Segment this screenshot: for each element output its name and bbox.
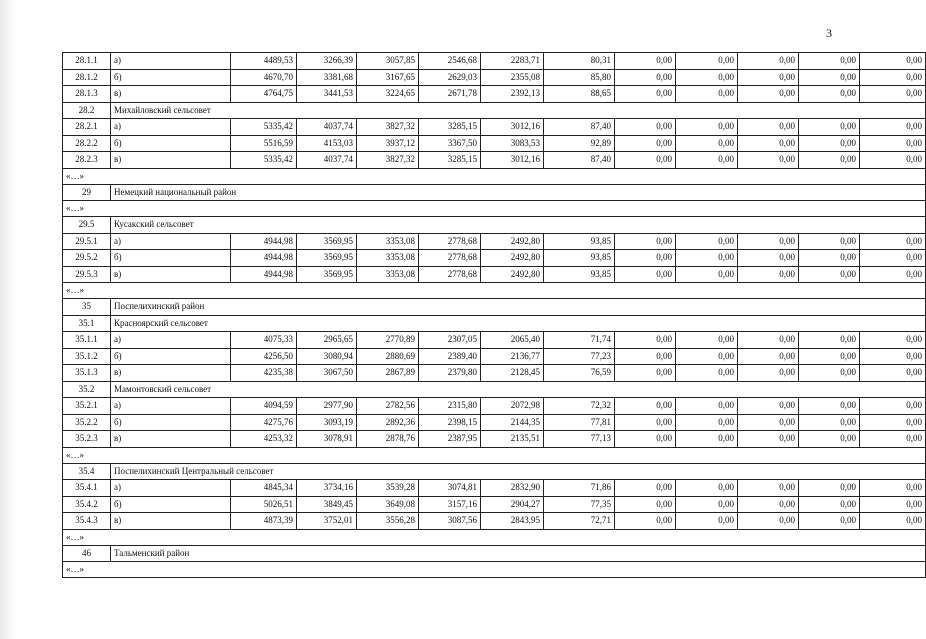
value-cell: 0,00	[615, 513, 676, 530]
section-name: Немецкий национальный район	[111, 184, 926, 201]
value-cell: 0,00	[799, 152, 860, 169]
value-cell: 0,00	[615, 332, 676, 349]
value-cell: 3167,65	[357, 69, 419, 86]
value-cell: 0,00	[738, 365, 799, 382]
row-variant: а)	[111, 233, 231, 250]
row-variant: в)	[111, 513, 231, 530]
value-cell: 0,00	[615, 233, 676, 250]
value-cell: 0,00	[676, 266, 738, 283]
value-cell: 2546,68	[419, 53, 481, 70]
value-cell: 77,35	[544, 496, 615, 513]
value-cell: 3083,53	[481, 135, 544, 152]
value-cell: 4670,70	[231, 69, 297, 86]
row-variant: б)	[111, 250, 231, 267]
value-cell: 0,00	[615, 250, 676, 267]
omission-row	[63, 283, 926, 299]
row-code: 35.2.1	[63, 398, 111, 415]
value-cell: 0,00	[860, 513, 926, 530]
value-cell: 3266,39	[297, 53, 357, 70]
value-cell: 0,00	[799, 53, 860, 70]
row-code: 35.4.3	[63, 513, 111, 530]
value-cell: 4275,76	[231, 414, 297, 431]
value-cell: 3569,95	[297, 266, 357, 283]
section-name: Мамонтовский сельсовет	[111, 381, 926, 398]
value-cell: 3569,95	[297, 250, 357, 267]
value-cell: 3353,08	[357, 266, 419, 283]
value-cell: 3649,08	[357, 496, 419, 513]
value-cell: 0,00	[860, 69, 926, 86]
value-cell: 0,00	[738, 332, 799, 349]
value-cell: 0,00	[738, 86, 799, 103]
value-cell: 4037,74	[297, 119, 357, 136]
value-cell: 0,00	[860, 365, 926, 382]
section-name: Красноярский сельсовет	[111, 315, 926, 332]
omission-marker: «…»	[63, 201, 926, 217]
value-cell: 2128,45	[481, 365, 544, 382]
value-cell: 72,71	[544, 513, 615, 530]
value-cell: 0,00	[615, 480, 676, 497]
section-row	[63, 102, 926, 119]
value-cell: 2392,13	[481, 86, 544, 103]
section-code: 29	[63, 184, 111, 201]
value-cell: 3093,19	[297, 414, 357, 431]
value-cell: 2144,35	[481, 414, 544, 431]
value-cell: 0,00	[860, 119, 926, 136]
section-row	[63, 184, 926, 201]
value-cell: 0,00	[615, 398, 676, 415]
row-code: 28.1.2	[63, 69, 111, 86]
value-cell: 0,00	[676, 250, 738, 267]
value-cell: 2492,80	[481, 233, 544, 250]
value-cell: 72,32	[544, 398, 615, 415]
section-row	[63, 381, 926, 398]
value-cell: 0,00	[738, 398, 799, 415]
value-cell: 2892,36	[357, 414, 419, 431]
table-row	[63, 480, 926, 497]
value-cell: 3539,28	[357, 480, 419, 497]
row-variant: в)	[111, 152, 231, 169]
table-row	[63, 365, 926, 382]
row-code: 28.1.3	[63, 86, 111, 103]
value-cell: 85,80	[544, 69, 615, 86]
value-cell: 0,00	[860, 250, 926, 267]
row-variant: в)	[111, 431, 231, 448]
value-cell: 0,00	[676, 480, 738, 497]
row-code: 35.2.3	[63, 431, 111, 448]
value-cell: 0,00	[860, 332, 926, 349]
value-cell: 0,00	[738, 431, 799, 448]
value-cell: 2832,90	[481, 480, 544, 497]
value-cell: 3074,81	[419, 480, 481, 497]
section-name: Поспелихинский район	[111, 299, 926, 316]
table-row	[63, 86, 926, 103]
value-cell: 0,00	[738, 348, 799, 365]
value-cell: 93,85	[544, 250, 615, 267]
row-code: 28.2.3	[63, 152, 111, 169]
value-cell: 76,59	[544, 365, 615, 382]
row-code: 35.4.2	[63, 496, 111, 513]
value-cell: 93,85	[544, 233, 615, 250]
value-cell: 0,00	[860, 135, 926, 152]
value-cell: 3937,12	[357, 135, 419, 152]
value-cell: 0,00	[676, 119, 738, 136]
value-cell: 0,00	[799, 365, 860, 382]
section-code: 28.2	[63, 102, 111, 119]
value-cell: 0,00	[676, 398, 738, 415]
value-cell: 2387,95	[419, 431, 481, 448]
row-code: 28.1.1	[63, 53, 111, 70]
value-cell: 2782,56	[357, 398, 419, 415]
table-row	[63, 332, 926, 349]
table-row	[63, 348, 926, 365]
value-cell: 2398,15	[419, 414, 481, 431]
section-row	[63, 315, 926, 332]
value-cell: 0,00	[615, 69, 676, 86]
value-cell: 0,00	[615, 119, 676, 136]
value-cell: 4153,03	[297, 135, 357, 152]
value-cell: 2778,68	[419, 266, 481, 283]
value-cell: 0,00	[799, 332, 860, 349]
omission-marker: «…»	[63, 168, 926, 184]
value-cell: 3057,85	[357, 53, 419, 70]
value-cell: 0,00	[615, 365, 676, 382]
value-cell: 77,81	[544, 414, 615, 431]
value-cell: 0,00	[676, 365, 738, 382]
value-cell: 0,00	[860, 496, 926, 513]
value-cell: 3285,15	[419, 119, 481, 136]
value-cell: 77,13	[544, 431, 615, 448]
section-code: 35.1	[63, 315, 111, 332]
section-code: 35	[63, 299, 111, 316]
value-cell: 0,00	[676, 513, 738, 530]
row-variant: а)	[111, 332, 231, 349]
section-name: Кусакский сельсовет	[111, 217, 926, 234]
table-row	[63, 431, 926, 448]
value-cell: 2355,08	[481, 69, 544, 86]
row-variant: в)	[111, 86, 231, 103]
value-cell: 0,00	[799, 86, 860, 103]
value-cell: 3078,91	[297, 431, 357, 448]
row-variant: б)	[111, 135, 231, 152]
table-row	[63, 152, 926, 169]
value-cell: 0,00	[860, 266, 926, 283]
value-cell: 4845,34	[231, 480, 297, 497]
table-row	[63, 69, 926, 86]
row-code: 29.5.3	[63, 266, 111, 283]
value-cell: 0,00	[738, 266, 799, 283]
value-cell: 0,00	[799, 496, 860, 513]
value-cell: 0,00	[799, 480, 860, 497]
value-cell: 2778,68	[419, 250, 481, 267]
row-variant: а)	[111, 480, 231, 497]
omission-row	[63, 447, 926, 463]
value-cell: 4253,32	[231, 431, 297, 448]
value-cell: 3353,08	[357, 250, 419, 267]
value-cell: 2629,03	[419, 69, 481, 86]
value-cell: 0,00	[738, 119, 799, 136]
table-row	[63, 53, 926, 70]
value-cell: 0,00	[676, 496, 738, 513]
value-cell: 0,00	[676, 53, 738, 70]
value-cell: 4944,98	[231, 233, 297, 250]
value-cell: 4873,39	[231, 513, 297, 530]
section-code: 35.4	[63, 463, 111, 480]
value-cell: 0,00	[676, 152, 738, 169]
value-cell: 0,00	[676, 69, 738, 86]
row-variant: а)	[111, 398, 231, 415]
value-cell: 3067,50	[297, 365, 357, 382]
value-cell: 4037,74	[297, 152, 357, 169]
value-cell: 0,00	[738, 69, 799, 86]
value-cell: 0,00	[799, 119, 860, 136]
value-cell: 0,00	[738, 233, 799, 250]
section-row	[63, 217, 926, 234]
value-cell: 3080,94	[297, 348, 357, 365]
value-cell: 87,40	[544, 152, 615, 169]
value-cell: 2307,05	[419, 332, 481, 349]
value-cell: 93,85	[544, 266, 615, 283]
value-cell: 0,00	[799, 513, 860, 530]
value-cell: 2492,80	[481, 250, 544, 267]
omission-marker: «…»	[63, 529, 926, 545]
value-cell: 3827,32	[357, 152, 419, 169]
value-cell: 0,00	[799, 69, 860, 86]
section-code: 35.2	[63, 381, 111, 398]
value-cell: 80,31	[544, 53, 615, 70]
value-cell: 3849,45	[297, 496, 357, 513]
row-code: 28.2.1	[63, 119, 111, 136]
value-cell: 0,00	[860, 480, 926, 497]
table-row	[63, 414, 926, 431]
section-name: Поспелихинский Центральный сельсовет	[111, 463, 926, 480]
value-cell: 2880,69	[357, 348, 419, 365]
omission-marker: «…»	[63, 283, 926, 299]
row-code: 35.2.2	[63, 414, 111, 431]
value-cell: 2878,76	[357, 431, 419, 448]
value-cell: 0,00	[799, 135, 860, 152]
section-name: Михайловский сельсовет	[111, 102, 926, 119]
value-cell: 0,00	[860, 233, 926, 250]
omission-marker: «…»	[63, 447, 926, 463]
value-cell: 2904,27	[481, 496, 544, 513]
row-code: 28.2.2	[63, 135, 111, 152]
table-row	[63, 266, 926, 283]
row-code: 35.1.3	[63, 365, 111, 382]
value-cell: 0,00	[738, 53, 799, 70]
value-cell: 2379,80	[419, 365, 481, 382]
value-cell: 4256,50	[231, 348, 297, 365]
value-cell: 0,00	[860, 348, 926, 365]
value-cell: 2965,65	[297, 332, 357, 349]
value-cell: 2867,89	[357, 365, 419, 382]
row-variant: в)	[111, 266, 231, 283]
value-cell: 0,00	[615, 496, 676, 513]
row-variant: а)	[111, 119, 231, 136]
value-cell: 3569,95	[297, 233, 357, 250]
value-cell: 3367,50	[419, 135, 481, 152]
value-cell: 0,00	[799, 398, 860, 415]
omission-row	[63, 529, 926, 545]
row-code: 29.5.1	[63, 233, 111, 250]
value-cell: 2492,80	[481, 266, 544, 283]
value-cell: 2065,40	[481, 332, 544, 349]
value-cell: 3827,32	[357, 119, 419, 136]
value-cell: 0,00	[676, 233, 738, 250]
value-cell: 2671,78	[419, 86, 481, 103]
value-cell: 3224,65	[357, 86, 419, 103]
value-cell: 4235,38	[231, 365, 297, 382]
value-cell: 0,00	[799, 250, 860, 267]
table-row	[63, 513, 926, 530]
row-variant: б)	[111, 69, 231, 86]
row-variant: б)	[111, 414, 231, 431]
value-cell: 0,00	[676, 86, 738, 103]
value-cell: 4489,53	[231, 53, 297, 70]
section-row	[63, 463, 926, 480]
value-cell: 0,00	[738, 496, 799, 513]
value-cell: 2135,51	[481, 431, 544, 448]
value-cell: 2072,98	[481, 398, 544, 415]
value-cell: 71,86	[544, 480, 615, 497]
value-cell: 87,40	[544, 119, 615, 136]
value-cell: 0,00	[799, 348, 860, 365]
value-cell: 0,00	[860, 152, 926, 169]
row-code: 29.5.2	[63, 250, 111, 267]
value-cell: 2977,90	[297, 398, 357, 415]
value-cell: 0,00	[799, 266, 860, 283]
value-cell: 0,00	[799, 431, 860, 448]
value-cell: 0,00	[615, 53, 676, 70]
value-cell: 2136,77	[481, 348, 544, 365]
value-cell: 4094,59	[231, 398, 297, 415]
value-cell: 3353,08	[357, 233, 419, 250]
omission-marker: «…»	[63, 562, 926, 578]
value-cell: 0,00	[738, 480, 799, 497]
section-row	[63, 299, 926, 316]
row-code: 35.1.1	[63, 332, 111, 349]
value-cell: 3012,16	[481, 119, 544, 136]
value-cell: 3285,15	[419, 152, 481, 169]
value-cell: 0,00	[615, 348, 676, 365]
value-cell: 3734,16	[297, 480, 357, 497]
value-cell: 0,00	[676, 135, 738, 152]
value-cell: 0,00	[676, 332, 738, 349]
value-cell: 0,00	[860, 398, 926, 415]
value-cell: 0,00	[738, 152, 799, 169]
value-cell: 3012,16	[481, 152, 544, 169]
value-cell: 0,00	[615, 135, 676, 152]
value-cell: 0,00	[860, 414, 926, 431]
value-cell: 3556,28	[357, 513, 419, 530]
value-cell: 0,00	[615, 414, 676, 431]
value-cell: 2770,89	[357, 332, 419, 349]
value-cell: 0,00	[738, 250, 799, 267]
value-cell: 3087,56	[419, 513, 481, 530]
omission-row	[63, 201, 926, 217]
value-cell: 0,00	[615, 86, 676, 103]
table-row	[63, 233, 926, 250]
value-cell: 88,65	[544, 86, 615, 103]
value-cell: 3381,68	[297, 69, 357, 86]
value-cell: 4944,98	[231, 266, 297, 283]
value-cell: 4944,98	[231, 250, 297, 267]
value-cell: 0,00	[676, 431, 738, 448]
value-cell: 2778,68	[419, 233, 481, 250]
value-cell: 2843,95	[481, 513, 544, 530]
value-cell: 5026,51	[231, 496, 297, 513]
tariff-table	[62, 52, 926, 578]
value-cell: 0,00	[615, 266, 676, 283]
value-cell: 3752,01	[297, 513, 357, 530]
value-cell: 4075,33	[231, 332, 297, 349]
value-cell: 0,00	[615, 431, 676, 448]
value-cell: 0,00	[738, 414, 799, 431]
row-variant: б)	[111, 348, 231, 365]
value-cell: 3441,53	[297, 86, 357, 103]
value-cell: 77,23	[544, 348, 615, 365]
table-row	[63, 496, 926, 513]
value-cell: 5516,59	[231, 135, 297, 152]
value-cell: 2283,71	[481, 53, 544, 70]
value-cell: 0,00	[738, 513, 799, 530]
value-cell: 0,00	[799, 233, 860, 250]
row-variant: б)	[111, 496, 231, 513]
value-cell: 0,00	[738, 135, 799, 152]
value-cell: 2389,40	[419, 348, 481, 365]
value-cell: 2315,80	[419, 398, 481, 415]
table-row	[63, 135, 926, 152]
value-cell: 0,00	[860, 86, 926, 103]
value-cell: 71,74	[544, 332, 615, 349]
value-cell: 92,89	[544, 135, 615, 152]
value-cell: 0,00	[615, 152, 676, 169]
section-row	[63, 545, 926, 562]
section-code: 29.5	[63, 217, 111, 234]
omission-row	[63, 168, 926, 184]
value-cell: 5335,42	[231, 119, 297, 136]
section-code: 46	[63, 545, 111, 562]
value-cell: 0,00	[799, 414, 860, 431]
table-row	[63, 119, 926, 136]
section-name: Тальменский район	[111, 545, 926, 562]
row-code: 35.1.2	[63, 348, 111, 365]
value-cell: 0,00	[676, 348, 738, 365]
table-body	[63, 53, 926, 578]
table-row	[63, 250, 926, 267]
scan-edge-shadow	[0, 0, 16, 639]
value-cell: 3157,16	[419, 496, 481, 513]
value-cell: 5335,42	[231, 152, 297, 169]
table-row	[63, 398, 926, 415]
row-variant: в)	[111, 365, 231, 382]
value-cell: 4764,75	[231, 86, 297, 103]
row-variant: а)	[111, 53, 231, 70]
row-code: 35.4.1	[63, 480, 111, 497]
value-cell: 0,00	[676, 414, 738, 431]
value-cell: 0,00	[860, 53, 926, 70]
page-number: 3	[826, 26, 832, 40]
omission-row	[63, 562, 926, 578]
value-cell: 0,00	[860, 431, 926, 448]
